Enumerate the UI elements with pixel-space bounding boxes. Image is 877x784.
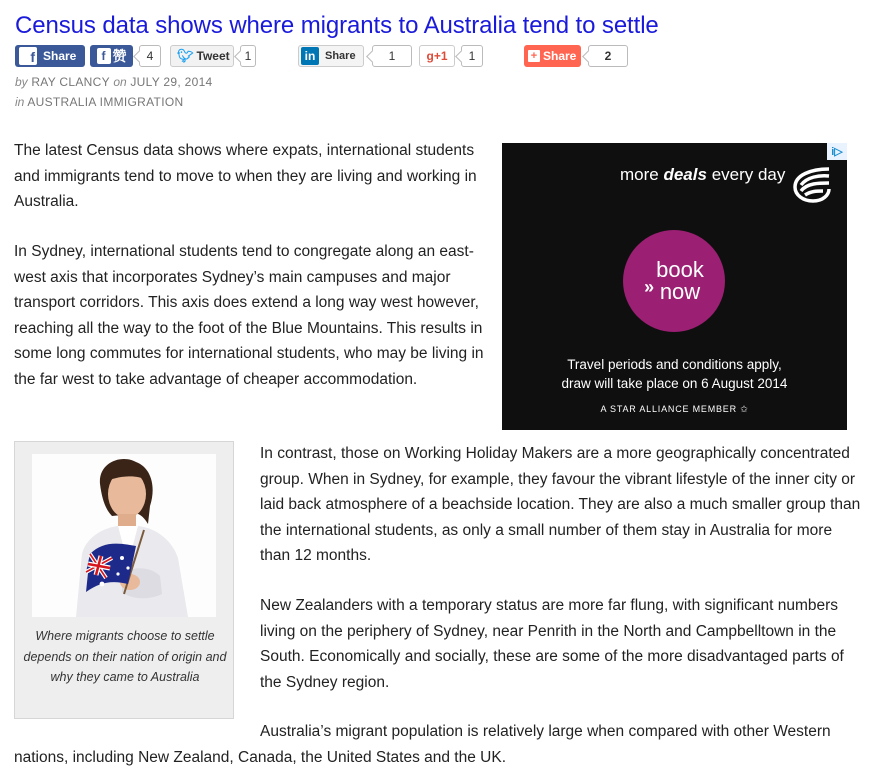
google-plus-button[interactable] xyxy=(419,45,455,67)
book-now-button[interactable] xyxy=(623,230,725,332)
woman-with-flag-photo xyxy=(32,454,216,617)
book-now-line1: book xyxy=(656,257,704,282)
linkedin-share-label: Share xyxy=(325,50,356,62)
airline-advertisement[interactable] xyxy=(502,143,847,430)
tweet-count: 1 xyxy=(240,45,256,67)
article-paragraph: In Sydney, international students tend to congregate along an east-west axis that incorporates Sydney’s main campuses and major transport corridors. This axis does extend a long way west however, reaching all the way to the foot of the Blue Mountains. This results in some long commutes for international students, who may be living in the far west to take advantage of cheaper accommodation. xyxy=(14,243,484,388)
addthis-share-count: 2 xyxy=(588,45,628,67)
tweet-button[interactable] xyxy=(170,45,234,67)
facebook-like-label: 赞 xyxy=(112,48,127,64)
facebook-share-button[interactable] xyxy=(15,45,85,67)
koru-logo-icon xyxy=(789,161,835,207)
plus-icon: + xyxy=(528,50,540,62)
linkedin-icon: in xyxy=(301,47,319,65)
chevron-right-icon: » xyxy=(644,276,655,297)
star-alliance-text: A STAR ALLIANCE MEMBER xyxy=(600,404,737,414)
book-now-line2: now xyxy=(659,279,701,304)
article-title[interactable]: Census data shows where migrants to Australia tend to settle xyxy=(15,12,659,39)
article-figure xyxy=(14,441,234,719)
article-paragraph: In contrast, those on Working Holiday Makers are a more geographically concentrated group. When in Sydney, for example, they favour the vibrant lifestyle of the inner city or laid back atmosphere of a beachside location. They are also a much smaller group than the international students, as only a small number of them stay in Australia for more than 12 months. xyxy=(260,445,861,564)
linkedin-share-count: 1 xyxy=(372,45,412,67)
article-paragraph: The latest Census data shows where expats, international students and immigrants tend to move to when they are living and working in Australia. xyxy=(14,142,477,210)
figure-caption: Where migrants choose to settle depends on their nation of origin and why they came to Australia xyxy=(23,629,227,684)
article-category-line xyxy=(15,95,183,109)
article-paragraph: Australia’s migrant population is relatively large when compared with other Western nations, including New Zealand, Canada, the United States and the UK. xyxy=(14,723,831,766)
facebook-like-button[interactable] xyxy=(90,45,133,67)
category-in: in xyxy=(15,95,25,109)
facebook-like-count: 4 xyxy=(139,45,161,67)
ad-conditions-line2: draw will take place on 6 August 2014 xyxy=(561,376,788,391)
ad-conditions-line1: Travel periods and conditions apply, xyxy=(567,357,782,372)
star-alliance-label xyxy=(502,404,847,415)
ad-tagline-bold: deals xyxy=(663,165,707,184)
facebook-icon: f xyxy=(97,48,111,64)
tweet-label: Tweet xyxy=(196,49,230,63)
author-link[interactable]: RAY CLANCY xyxy=(31,75,110,89)
google-plus-label: g+1 xyxy=(426,49,448,63)
article-paragraph: New Zealanders with a temporary status are more far flung, with significant numbers living on the periphery of Sydney, near Penrith in the North and Campbelltown in the South. Economically and socially, these are some of the more disadvantaged parts of the Sydney region. xyxy=(260,597,844,691)
addthis-share-button[interactable] xyxy=(524,45,581,67)
byline-by: by xyxy=(15,75,28,89)
facebook-icon: f xyxy=(19,47,37,65)
article-byline xyxy=(15,75,213,89)
linkedin-share-button[interactable] xyxy=(298,45,364,67)
star-icon: ✩ xyxy=(740,404,749,414)
ad-tagline-post: every day xyxy=(711,165,786,184)
byline-on: on xyxy=(113,75,127,89)
book-now-label xyxy=(656,259,704,303)
addthis-share-label: Share xyxy=(543,49,577,63)
adchoices-icon[interactable]: i▷ xyxy=(827,143,847,160)
category-link[interactable]: AUSTRALIA IMMIGRATION xyxy=(27,95,184,109)
ad-tagline-pre: more xyxy=(620,165,659,184)
twitter-bird-icon: 🐦︎ xyxy=(177,48,194,63)
publish-date: JULY 29, 2014 xyxy=(130,75,213,89)
facebook-share-label: Share xyxy=(43,49,77,63)
google-plus-count: 1 xyxy=(461,45,483,67)
share-bar xyxy=(15,45,655,69)
ad-tagline xyxy=(620,165,785,185)
ad-conditions xyxy=(502,355,847,393)
